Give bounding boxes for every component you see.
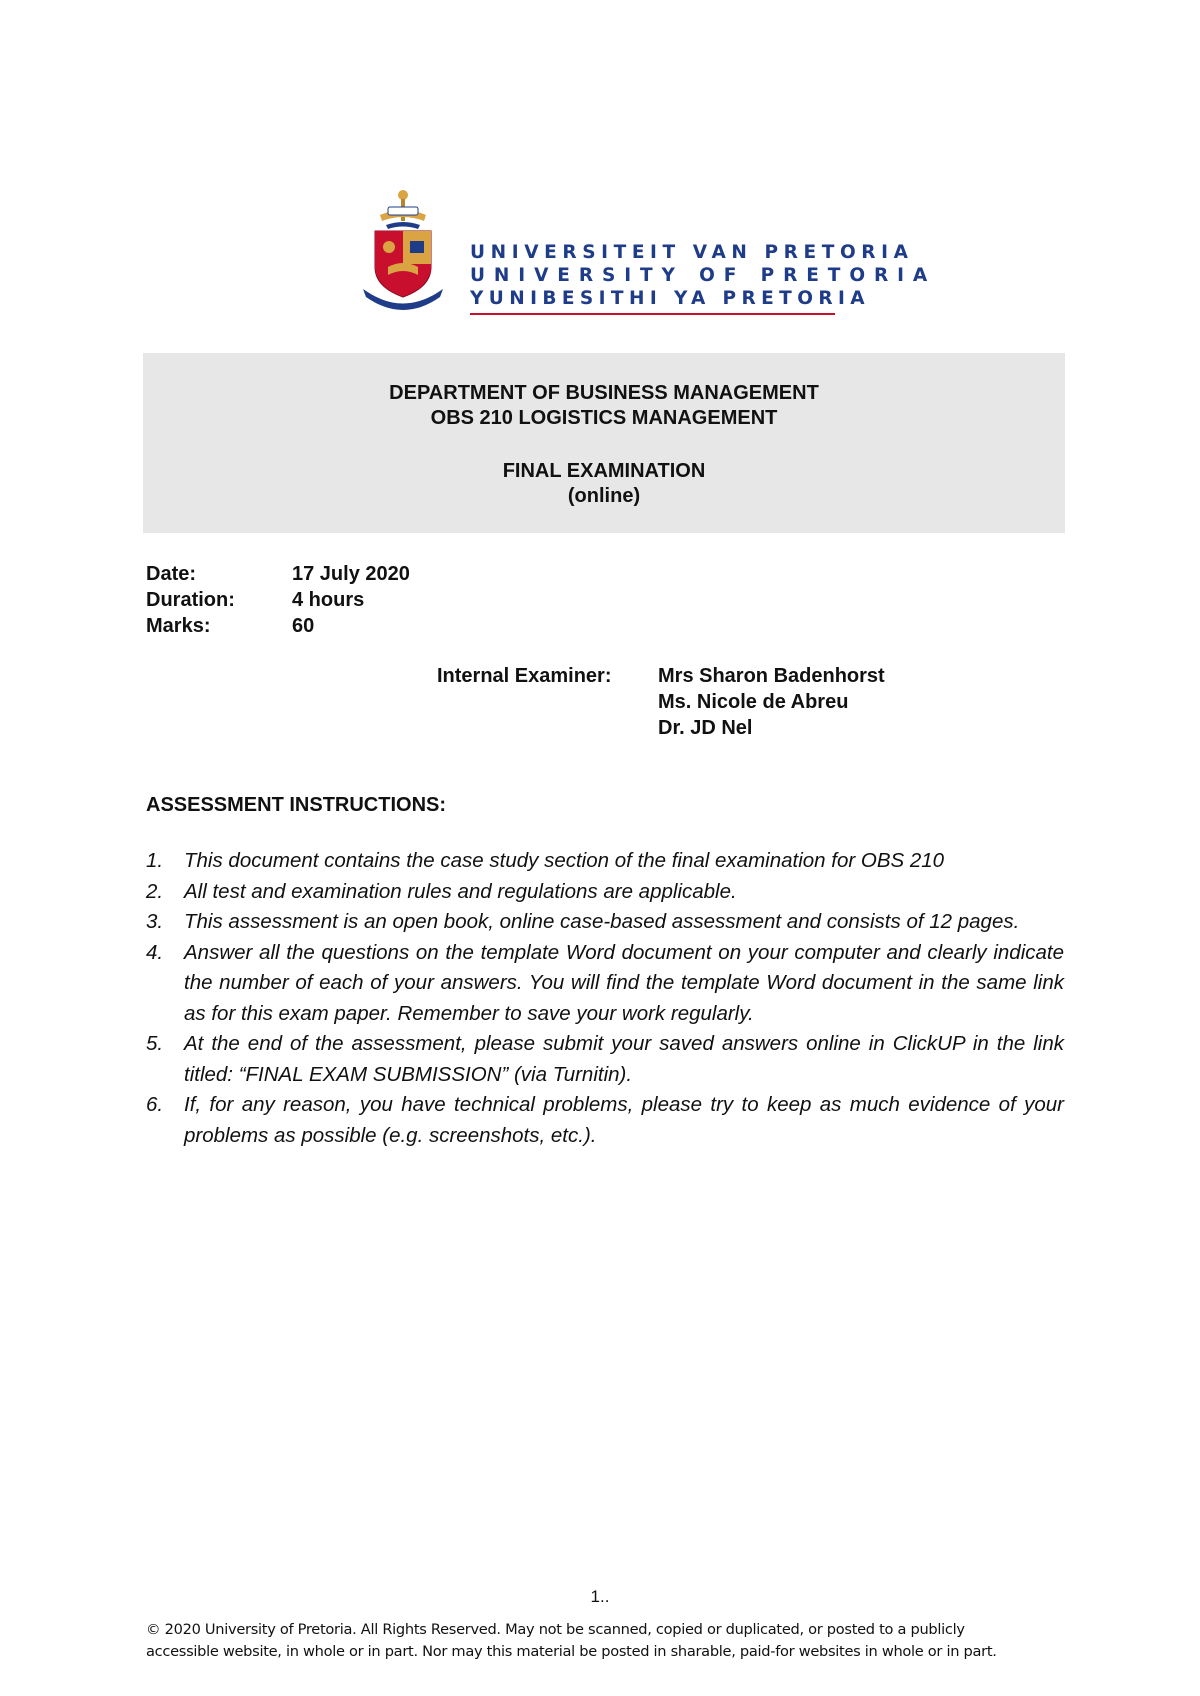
list-item [146, 907, 1064, 938]
duration-label: Duration: [146, 589, 235, 611]
list-item [146, 877, 1064, 908]
examiner-names [658, 663, 885, 741]
exam-details [146, 561, 410, 639]
wordmark-line-sepedi: YUNIBESITHI YA PRETORIA [470, 288, 870, 309]
marks-value: 60 [292, 615, 315, 637]
copyright-footer [146, 1619, 1066, 1663]
instructions-heading: ASSESSMENT INSTRUCTIONS: [146, 794, 447, 816]
exam-title-box [143, 353, 1065, 533]
item-number: 2. [146, 879, 164, 903]
wordmark-line-afrikaans: UNIVERSITEIT VAN PRETORIA [470, 242, 914, 263]
wordmark-line-english: UNIVERSITY OF PRETORIA [470, 265, 937, 286]
exam-type-title: FINAL EXAMINATION [502, 460, 706, 482]
item-number: 5. [146, 1032, 164, 1055]
item-number: 4. [146, 940, 164, 964]
copyright-line: accessible website, in whole or in part. Nor may this material be posted in sharable, paid-for websites in whole or in part. [146, 1643, 997, 1660]
marks-label: Marks: [146, 615, 211, 637]
item-number: 3. [146, 910, 164, 933]
list-item [146, 846, 1064, 877]
item-text: All test and examination rules and regulations are applicable. [184, 879, 737, 903]
list-item [146, 1029, 1064, 1090]
item-text: This assessment is an open book, online case-based assessment and consists of 12 pages. [184, 910, 1020, 933]
university-logo [358, 185, 937, 320]
university-wordmark [470, 241, 937, 315]
examiner-name: Dr. JD Nel [658, 717, 753, 739]
duration-row [146, 587, 410, 613]
internal-examiners [437, 663, 885, 741]
duration-value: 4 hours [292, 589, 365, 611]
item-number: 6. [146, 1093, 164, 1116]
module-title: OBS 210 LOGISTICS MANAGEMENT [430, 407, 778, 429]
date-row [146, 561, 410, 587]
examiner-label: Internal Examiner: [437, 665, 612, 687]
examiner-name: Mrs Sharon Badenhorst [658, 665, 885, 687]
date-value: 17 July 2020 [292, 563, 410, 585]
department-title: DEPARTMENT OF BUSINESS MANAGEMENT [389, 382, 819, 404]
examiner-name: Ms. Nicole de Abreu [658, 691, 849, 713]
list-item [146, 1090, 1064, 1151]
date-label: Date: [146, 563, 197, 585]
copyright-line: © 2020 University of Pretoria. All Rights Reserved. May not be scanned, copied or duplicated, or posted to a publicly [146, 1621, 965, 1638]
page-number: 1.. [590, 1587, 610, 1606]
item-text: At the end of the assessment, please submit your saved answers online in ClickUP in the link titled: “FINAL EXAM SUBMISSION” (via Turnitin). [184, 1032, 1064, 1086]
list-item [146, 938, 1064, 1030]
university-crest-icon [358, 185, 448, 315]
instructions-list [146, 846, 1064, 1151]
wordmark-underline [470, 313, 835, 315]
item-text: Answer all the questions on the template Word document on your computer and clearly indicate the number of each of your answers. You will find the template Word document in the same link as for this exam paper. Remember to save your work regularly. [184, 940, 1064, 1025]
marks-row [146, 613, 410, 639]
exam-mode: (online) [567, 485, 641, 507]
item-number: 1. [146, 849, 164, 872]
item-text: If, for any reason, you have technical problems, please try to keep as much evidence of your problems as possible (e.g. screenshots, etc.). [184, 1093, 1064, 1147]
item-text: This document contains the case study section of the final examination for OBS 210 [184, 849, 945, 872]
